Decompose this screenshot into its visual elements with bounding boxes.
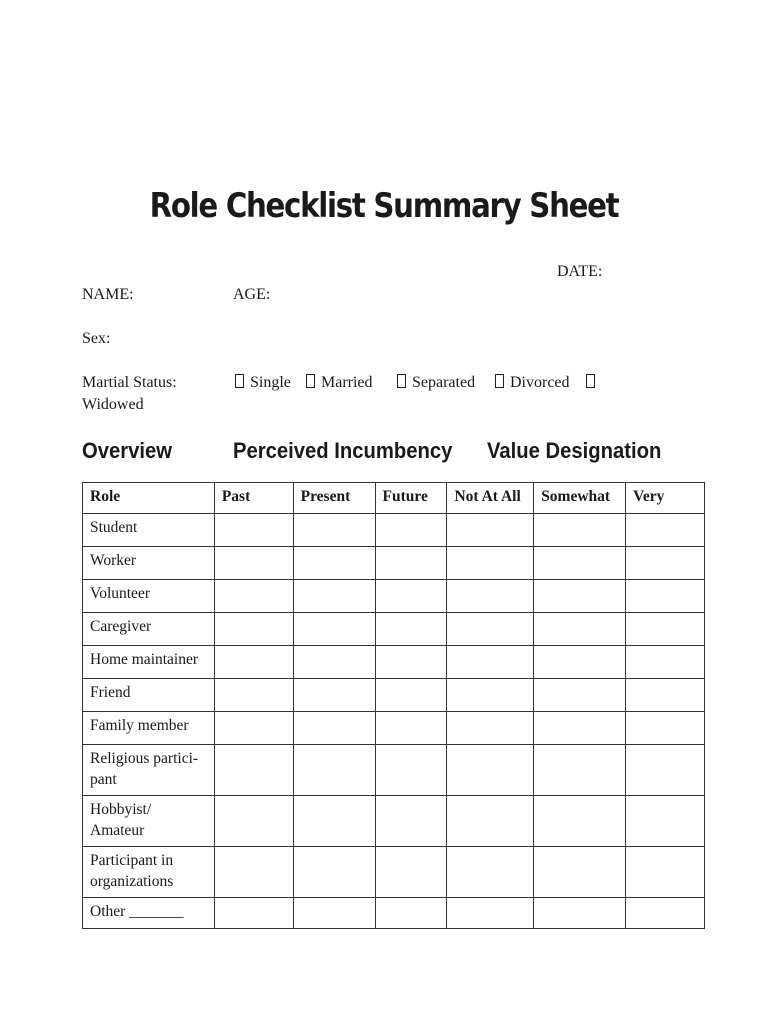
entry-cell[interactable] [534,547,626,580]
entry-cell[interactable] [214,679,293,712]
entry-cell[interactable] [447,613,534,646]
checkbox-icon[interactable] [495,374,504,388]
entry-cell[interactable] [375,847,447,898]
entry-cell[interactable] [447,580,534,613]
section-perceived-incumbency: Perceived Incumbency [233,438,453,463]
checkbox-icon[interactable] [306,374,315,388]
entry-cell[interactable] [293,580,375,613]
header-not-at-all: Not At All [447,483,534,514]
entry-cell[interactable] [447,712,534,745]
entry-cell[interactable] [626,613,705,646]
header-very: Very [626,483,705,514]
role-cell: Friend [83,679,215,712]
table-row [83,679,705,712]
entry-cell[interactable] [214,547,293,580]
table-row [83,847,705,898]
option-married[interactable]: Married [306,374,373,392]
entry-cell[interactable] [534,514,626,547]
entry-cell[interactable] [293,847,375,898]
role-cell: Religious partici- pant [83,745,215,796]
checkbox-icon[interactable] [235,374,244,388]
entry-cell[interactable] [626,712,705,745]
role-cell: Participant in organizations [83,847,215,898]
entry-cell[interactable] [534,646,626,679]
role-cell: Hobbyist/ Amateur [83,796,215,847]
role-cell: Home maintainer [83,646,215,679]
entry-cell[interactable] [447,547,534,580]
role-checklist-table [82,482,705,929]
sex-label: Sex: [82,330,111,347]
entry-cell[interactable] [293,898,375,929]
entry-cell[interactable] [293,613,375,646]
entry-cell[interactable] [375,613,447,646]
header-role: Role [83,483,215,514]
entry-cell[interactable] [375,745,447,796]
entry-cell[interactable] [375,796,447,847]
header-past: Past [214,483,293,514]
entry-cell[interactable] [375,580,447,613]
entry-cell[interactable] [626,547,705,580]
entry-cell[interactable] [534,898,626,929]
table-row [83,547,705,580]
entry-cell[interactable] [447,646,534,679]
option-single[interactable]: Single [235,374,291,392]
entry-cell[interactable] [293,796,375,847]
entry-cell[interactable] [293,745,375,796]
role-cell: Volunteer [83,580,215,613]
entry-cell[interactable] [626,514,705,547]
checkbox-icon[interactable] [397,374,406,388]
entry-cell[interactable] [626,679,705,712]
name-label: NAME: [82,286,134,303]
entry-cell[interactable] [447,679,534,712]
entry-cell[interactable] [626,898,705,929]
section-overview: Overview [82,438,173,463]
table-row [83,712,705,745]
table-row [83,514,705,547]
entry-cell[interactable] [534,580,626,613]
entry-cell[interactable] [626,646,705,679]
checkbox-icon[interactable] [586,374,595,388]
entry-cell[interactable] [534,712,626,745]
entry-cell[interactable] [375,898,447,929]
entry-cell[interactable] [293,514,375,547]
entry-cell[interactable] [534,745,626,796]
entry-cell[interactable] [626,745,705,796]
header-future: Future [375,483,447,514]
table-row [83,796,705,847]
entry-cell[interactable] [214,745,293,796]
option-widowed-label: Widowed [82,396,144,413]
entry-cell[interactable] [375,514,447,547]
page-title: Role Checklist Summary Sheet [149,186,619,226]
entry-cell[interactable] [293,547,375,580]
entry-cell[interactable] [447,796,534,847]
entry-cell[interactable] [447,514,534,547]
entry-cell[interactable] [293,679,375,712]
header-present: Present [293,483,375,514]
entry-cell[interactable] [375,712,447,745]
role-cell: Student [83,514,215,547]
option-divorced[interactable]: Divorced [495,374,570,392]
entry-cell[interactable] [626,847,705,898]
entry-cell[interactable] [626,796,705,847]
header-somewhat: Somewhat [534,483,626,514]
role-cell: Other _______ [83,898,215,929]
table-row [83,580,705,613]
option-widowed-checkbox[interactable] [586,374,601,392]
role-cell: Worker [83,547,215,580]
entry-cell[interactable] [447,847,534,898]
entry-cell[interactable] [214,898,293,929]
entry-cell[interactable] [534,613,626,646]
entry-cell[interactable] [214,580,293,613]
entry-cell[interactable] [293,646,375,679]
entry-cell[interactable] [214,796,293,847]
entry-cell[interactable] [375,547,447,580]
entry-cell[interactable] [214,712,293,745]
entry-cell[interactable] [626,580,705,613]
entry-cell[interactable] [214,613,293,646]
entry-cell[interactable] [293,712,375,745]
marital-status-label: Martial Status: [82,374,177,391]
table-row [83,745,705,796]
role-cell: Family member [83,712,215,745]
table-row [83,613,705,646]
role-cell: Caregiver [83,613,215,646]
table-row [83,646,705,679]
entry-cell[interactable] [214,847,293,898]
entry-cell[interactable] [447,745,534,796]
table-row [83,898,705,929]
table-header-row [83,483,705,514]
entry-cell[interactable] [214,514,293,547]
section-value-designation: Value Designation [487,438,662,463]
entry-cell[interactable] [375,646,447,679]
entry-cell[interactable] [534,679,626,712]
entry-cell[interactable] [534,796,626,847]
entry-cell[interactable] [534,847,626,898]
option-separated[interactable]: Separated [397,374,475,392]
entry-cell[interactable] [214,646,293,679]
entry-cell[interactable] [447,898,534,929]
date-label: DATE: [557,263,603,280]
age-label: AGE: [233,286,271,303]
entry-cell[interactable] [375,679,447,712]
